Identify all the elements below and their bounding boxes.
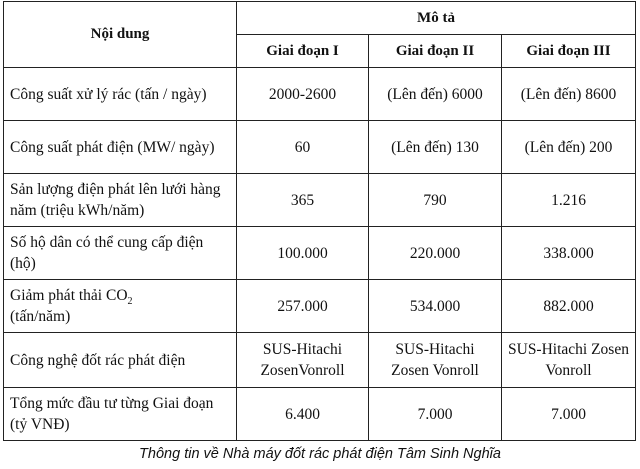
co2-label-main: Giảm phát thải CO xyxy=(10,287,128,304)
cell-value: 220.000 xyxy=(369,227,502,280)
table-row xyxy=(4,174,636,227)
cell-value: 365 xyxy=(237,174,369,227)
header-content: Nội dung xyxy=(4,2,237,68)
table-row xyxy=(4,227,636,280)
cell-value: SUS-Hitachi Zosen Vonroll xyxy=(502,333,636,388)
figure-caption: Thông tin về Nhà máy đốt rác phát điện Tâm Sinh Nghĩa xyxy=(139,446,501,462)
table-row xyxy=(4,388,636,441)
plant-info-table xyxy=(3,1,636,441)
table-row xyxy=(4,121,636,174)
cell-value: 882.000 xyxy=(502,280,636,333)
header-phase-3: Giai đoạn III xyxy=(502,35,636,68)
row-label xyxy=(4,280,237,333)
row-label: Công suất xử lý rác (tấn / ngày) xyxy=(4,68,237,121)
row-label: Công suất phát điện (MW/ ngày) xyxy=(4,121,237,174)
cell-value: 790 xyxy=(369,174,502,227)
cell-value: (Lên đến) 6000 xyxy=(369,68,502,121)
cell-value: 6.400 xyxy=(237,388,369,441)
cell-value: SUS-Hitachi ZosenVonroll xyxy=(237,333,369,388)
cell-value: 100.000 xyxy=(237,227,369,280)
co2-label-unit: (tấn/năm) xyxy=(10,308,71,325)
header-phase-1: Giai đoạn I xyxy=(237,35,369,68)
co2-subscript: 2 xyxy=(127,296,133,308)
cell-value: (Lên đến) 8600 xyxy=(502,68,636,121)
row-label: Tổng mức đầu tư từng Giai đoạn (tỷ VNĐ) xyxy=(4,388,237,441)
cell-value: SUS-Hitachi Zosen Vonroll xyxy=(369,333,502,388)
cell-value: 2000-2600 xyxy=(237,68,369,121)
cell-value: 7.000 xyxy=(369,388,502,441)
cell-value: 257.000 xyxy=(237,280,369,333)
cell-value: (Lên đến) 200 xyxy=(502,121,636,174)
table-row xyxy=(4,68,636,121)
cell-value: 534.000 xyxy=(369,280,502,333)
header-description: Mô tả xyxy=(237,2,636,35)
row-label: Sản lượng điện phát lên lưới hàng năm (triệu kWh/năm) xyxy=(4,174,237,227)
cell-value: 60 xyxy=(237,121,369,174)
cell-value: 338.000 xyxy=(502,227,636,280)
cell-value: 1.216 xyxy=(502,174,636,227)
table-row xyxy=(4,333,636,388)
table-row xyxy=(4,280,636,333)
row-label: Công nghệ đốt rác phát điện xyxy=(4,333,237,388)
row-label: Số hộ dân có thể cung cấp điện (hộ) xyxy=(4,227,237,280)
cell-value: 7.000 xyxy=(502,388,636,441)
cell-value: (Lên đến) 130 xyxy=(369,121,502,174)
header-phase-2: Giai đoạn II xyxy=(369,35,502,68)
